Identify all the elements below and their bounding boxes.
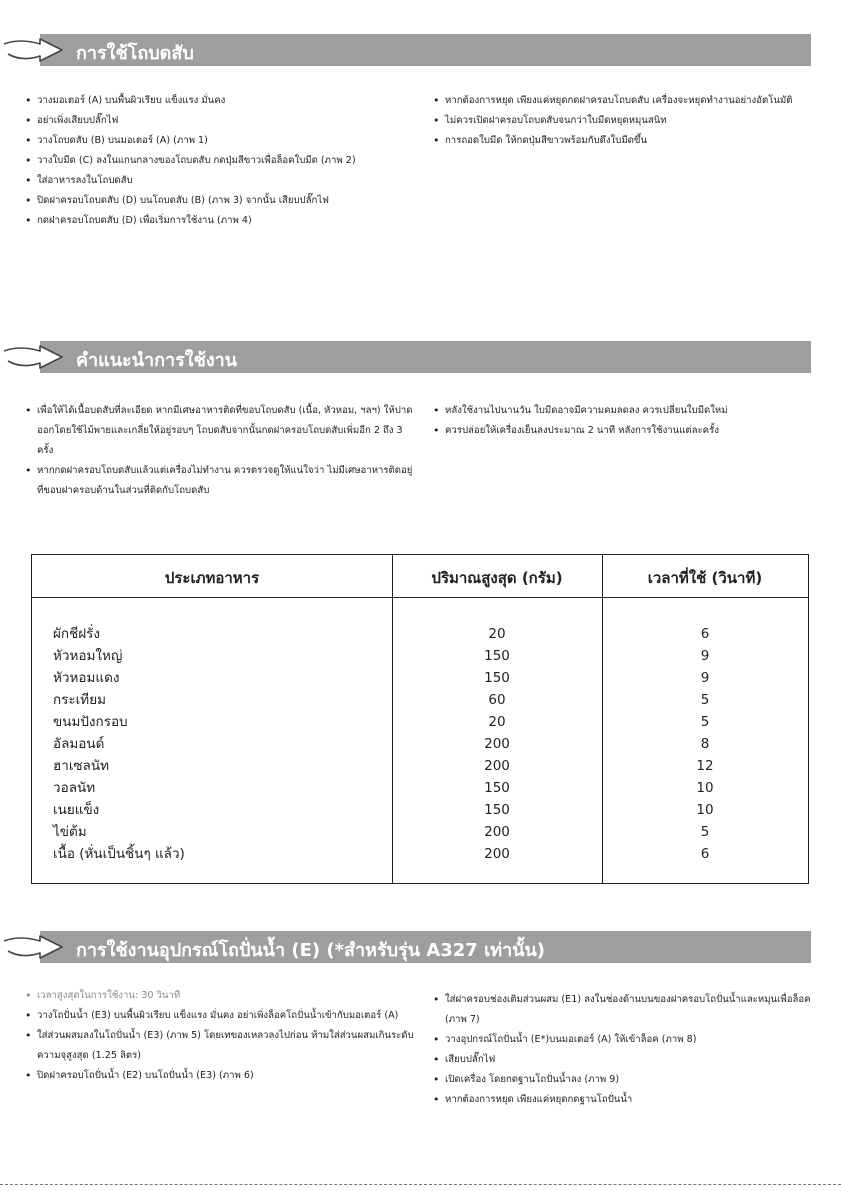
header-time: เวลาที่ใช้ (วินาที) — [647, 569, 763, 587]
table-cell: 5 — [700, 692, 710, 708]
table-cell: 5 — [700, 824, 710, 840]
list-item: • กดฝาครอบโถบดสับ (D) เพื่อเริ่มการใช้งาน (ภาพ 4) — [24, 211, 424, 231]
list-item: • หากกดฝาครอบโถบดสับแล้วแต่เครื่องไม่ทำงาน ควรตรวจดูให้แน่ใจว่า ไม่มีเศษอาหารติดอยู่ที่ขอบฝาครอบด้านในส่วนที่ติดกับโถบดสับ — [24, 461, 414, 501]
table-cell: หัวหอมแดง — [53, 670, 120, 686]
list-item: • หากต้องการหยุด เพียงแค่หยุดกดฐานโถปั่นน้ำ — [432, 1090, 817, 1110]
list-item: • ไม่ควรเปิดฝาครอบโถบดสับจนกว่าใบมีดหยุดหมุนสนิท — [432, 111, 817, 131]
table-cell: ไข่ต้ม — [53, 824, 87, 840]
chopper-steps-right — [432, 91, 817, 151]
list-item: • ปิดฝาครอบโถปั่นน้ำ (E2) บนโถปั่นน้ำ (E3) (ภาพ 6) — [24, 1066, 414, 1086]
table-cell: 10 — [696, 780, 714, 796]
list-item: • ใส่อาหารลงในโถบดสับ — [24, 171, 424, 191]
section-header-tips — [40, 341, 811, 373]
table-cell: กระเทียม — [53, 692, 106, 708]
table-cell: 10 — [696, 802, 714, 818]
section-title: คำแนะนำการใช้งาน — [76, 350, 238, 371]
list-item: • วางใบมีด (C) ลงในแกนกลางของโถบดสับ กดปุ่มสีขาวเพื่อล็อคใบมีด (ภาพ 2) — [24, 151, 424, 171]
table-cell: 8 — [700, 736, 710, 752]
header-food-type: ประเภทอาหาร — [164, 569, 260, 587]
table-cell: 200 — [484, 846, 510, 862]
chopper-steps-left — [24, 91, 424, 231]
food-names-column — [53, 623, 185, 865]
table-cell: 9 — [700, 648, 710, 664]
section-header-chopper — [40, 34, 811, 66]
list-item: • ใส่ฝาครอบช่องเติมส่วนผสม (E1) ลงในช่องด้านบนของฝาครอบโถปั่นน้ำและหมุนเพื่อล็อค (ภาพ 7) — [432, 990, 817, 1030]
page-divider — [0, 1184, 841, 1185]
table-cell: 6 — [700, 846, 710, 862]
table-cell: อัลมอนด์ — [53, 736, 105, 752]
table-cell: 200 — [484, 758, 510, 774]
blender-steps-left — [24, 986, 414, 1086]
table-cell: เนยแข็ง — [53, 802, 100, 818]
table-cell: 20 — [488, 714, 506, 730]
tips-left — [24, 401, 414, 501]
list-item: • ปิดฝาครอบโถบดสับ (D) บนโถบดสับ (B) (ภาพ 3) จากนั้น เสียบปลั๊กไฟ — [24, 191, 424, 211]
list-item: • ใส่ส่วนผสมลงในโถปั่นน้ำ (E3) (ภาพ 5) โดยเทของเหลวลงไปก่อน ห้ามใส่ส่วนผสมเกินระดับความจุสูงสุด (1.25 ลิตร) — [24, 1026, 414, 1066]
tips-right — [432, 401, 817, 441]
arrow-icon — [0, 34, 68, 66]
list-item: • เวลาสูงสุดในการใช้งาน: 30 วินาที — [24, 986, 414, 1006]
table-cell: 150 — [484, 670, 510, 686]
table-cell: 6 — [700, 626, 710, 642]
table-cell: 150 — [484, 780, 510, 796]
table-cell: 9 — [700, 670, 710, 686]
table-cell: ผักชีฝรั่ง — [53, 626, 100, 642]
list-item: • เพื่อให้ได้เนื้อบดสับที่ละเอียด หากมีเศษอาหารติดที่ขอบโถบดสับ (เนื้อ, หัวหอม, ฯลฯ) ให้ปาดออกโดยใช้ไม้พายและเกลี่ยให้อยู่รอบๆ โถบดสับจากนั้นกดฝาครอบโถบดสับเพิ่มอีก 2 ถึง 3 ครั้ง — [24, 401, 414, 461]
table-cell: 200 — [484, 736, 510, 752]
processing-table — [31, 554, 809, 884]
table-cell: 200 — [484, 824, 510, 840]
arrow-icon — [0, 931, 68, 963]
table-cell: 150 — [484, 648, 510, 664]
time-column — [602, 623, 808, 865]
list-item: • วางอุปกรณ์โถปั่นน้ำ (E*)บนมอเตอร์ (A) ให้เข้าล็อค (ภาพ 8) — [432, 1030, 817, 1050]
list-item: • เสียบปลั๊กไฟ — [432, 1050, 817, 1070]
table-cell: 12 — [696, 758, 714, 774]
list-item: • เปิดเครื่อง โดยกดฐานโถปั่นน้ำลง (ภาพ 9) — [432, 1070, 817, 1090]
table-cell: ฮาเซลนัท — [53, 758, 109, 774]
section-title: การใช้โถบดสับ — [76, 43, 194, 64]
list-item: • ควรปล่อยให้เครื่องเย็นลงประมาณ 2 นาที หลังการใช้งานแต่ละครั้ง — [432, 421, 817, 441]
blender-steps-right — [432, 990, 817, 1110]
table-cell: เนื้อ (หั่นเป็นชิ้นๆ แล้ว) — [53, 846, 185, 862]
quantity-column — [392, 623, 602, 865]
list-item: • หากต้องการหยุด เพียงแค่หยุดกดฝาครอบโถบดสับ เครื่องจะหยุดทำงานอย่างอัตโนมัติ — [432, 91, 817, 111]
header-max-quantity: ปริมาณสูงสุด (กรัม) — [431, 569, 563, 587]
arrow-icon — [0, 341, 68, 373]
table-cell: ขนมปังกรอบ — [53, 714, 128, 730]
table-cell: 20 — [488, 626, 506, 642]
table-cell: 5 — [700, 714, 710, 730]
list-item: • อย่าเพิ่งเสียบปลั๊กไฟ — [24, 111, 424, 131]
table-cell: หัวหอมใหญ่ — [53, 648, 123, 664]
list-item: • การถอดใบมีด ให้กดปุ่มสีขาวพร้อมกับดึงใบมีดขึ้น — [432, 131, 817, 151]
list-item: • วางโถบดสับ (B) บนมอเตอร์ (A) (ภาพ 1) — [24, 131, 424, 151]
section-title: การใช้งานอุปกรณ์โถปั่นน้ำ (E) (*สำหรับรุ่น A327 เท่านั้น) — [76, 940, 546, 961]
table-cell: 150 — [484, 802, 510, 818]
table-cell: วอลนัท — [53, 780, 96, 796]
list-item: • วางโถปั่นน้ำ (E3) บนพื้นผิวเรียบ แข็งแรง มั่นคง อย่าเพิ่งล็อคโถปั่นน้ำเข้ากับมอเตอร์ (A) — [24, 1006, 414, 1026]
section-header-blender — [40, 931, 811, 963]
list-item: • วางมอเตอร์ (A) บนพื้นผิวเรียบ แข็งแรง มั่นคง — [24, 91, 424, 111]
table-cell: 60 — [488, 692, 506, 708]
list-item: • หลังใช้งานไปนานวัน ใบมีดอาจมีความคมลดลง ควรเปลี่ยนใบมีดใหม่ — [432, 401, 817, 421]
